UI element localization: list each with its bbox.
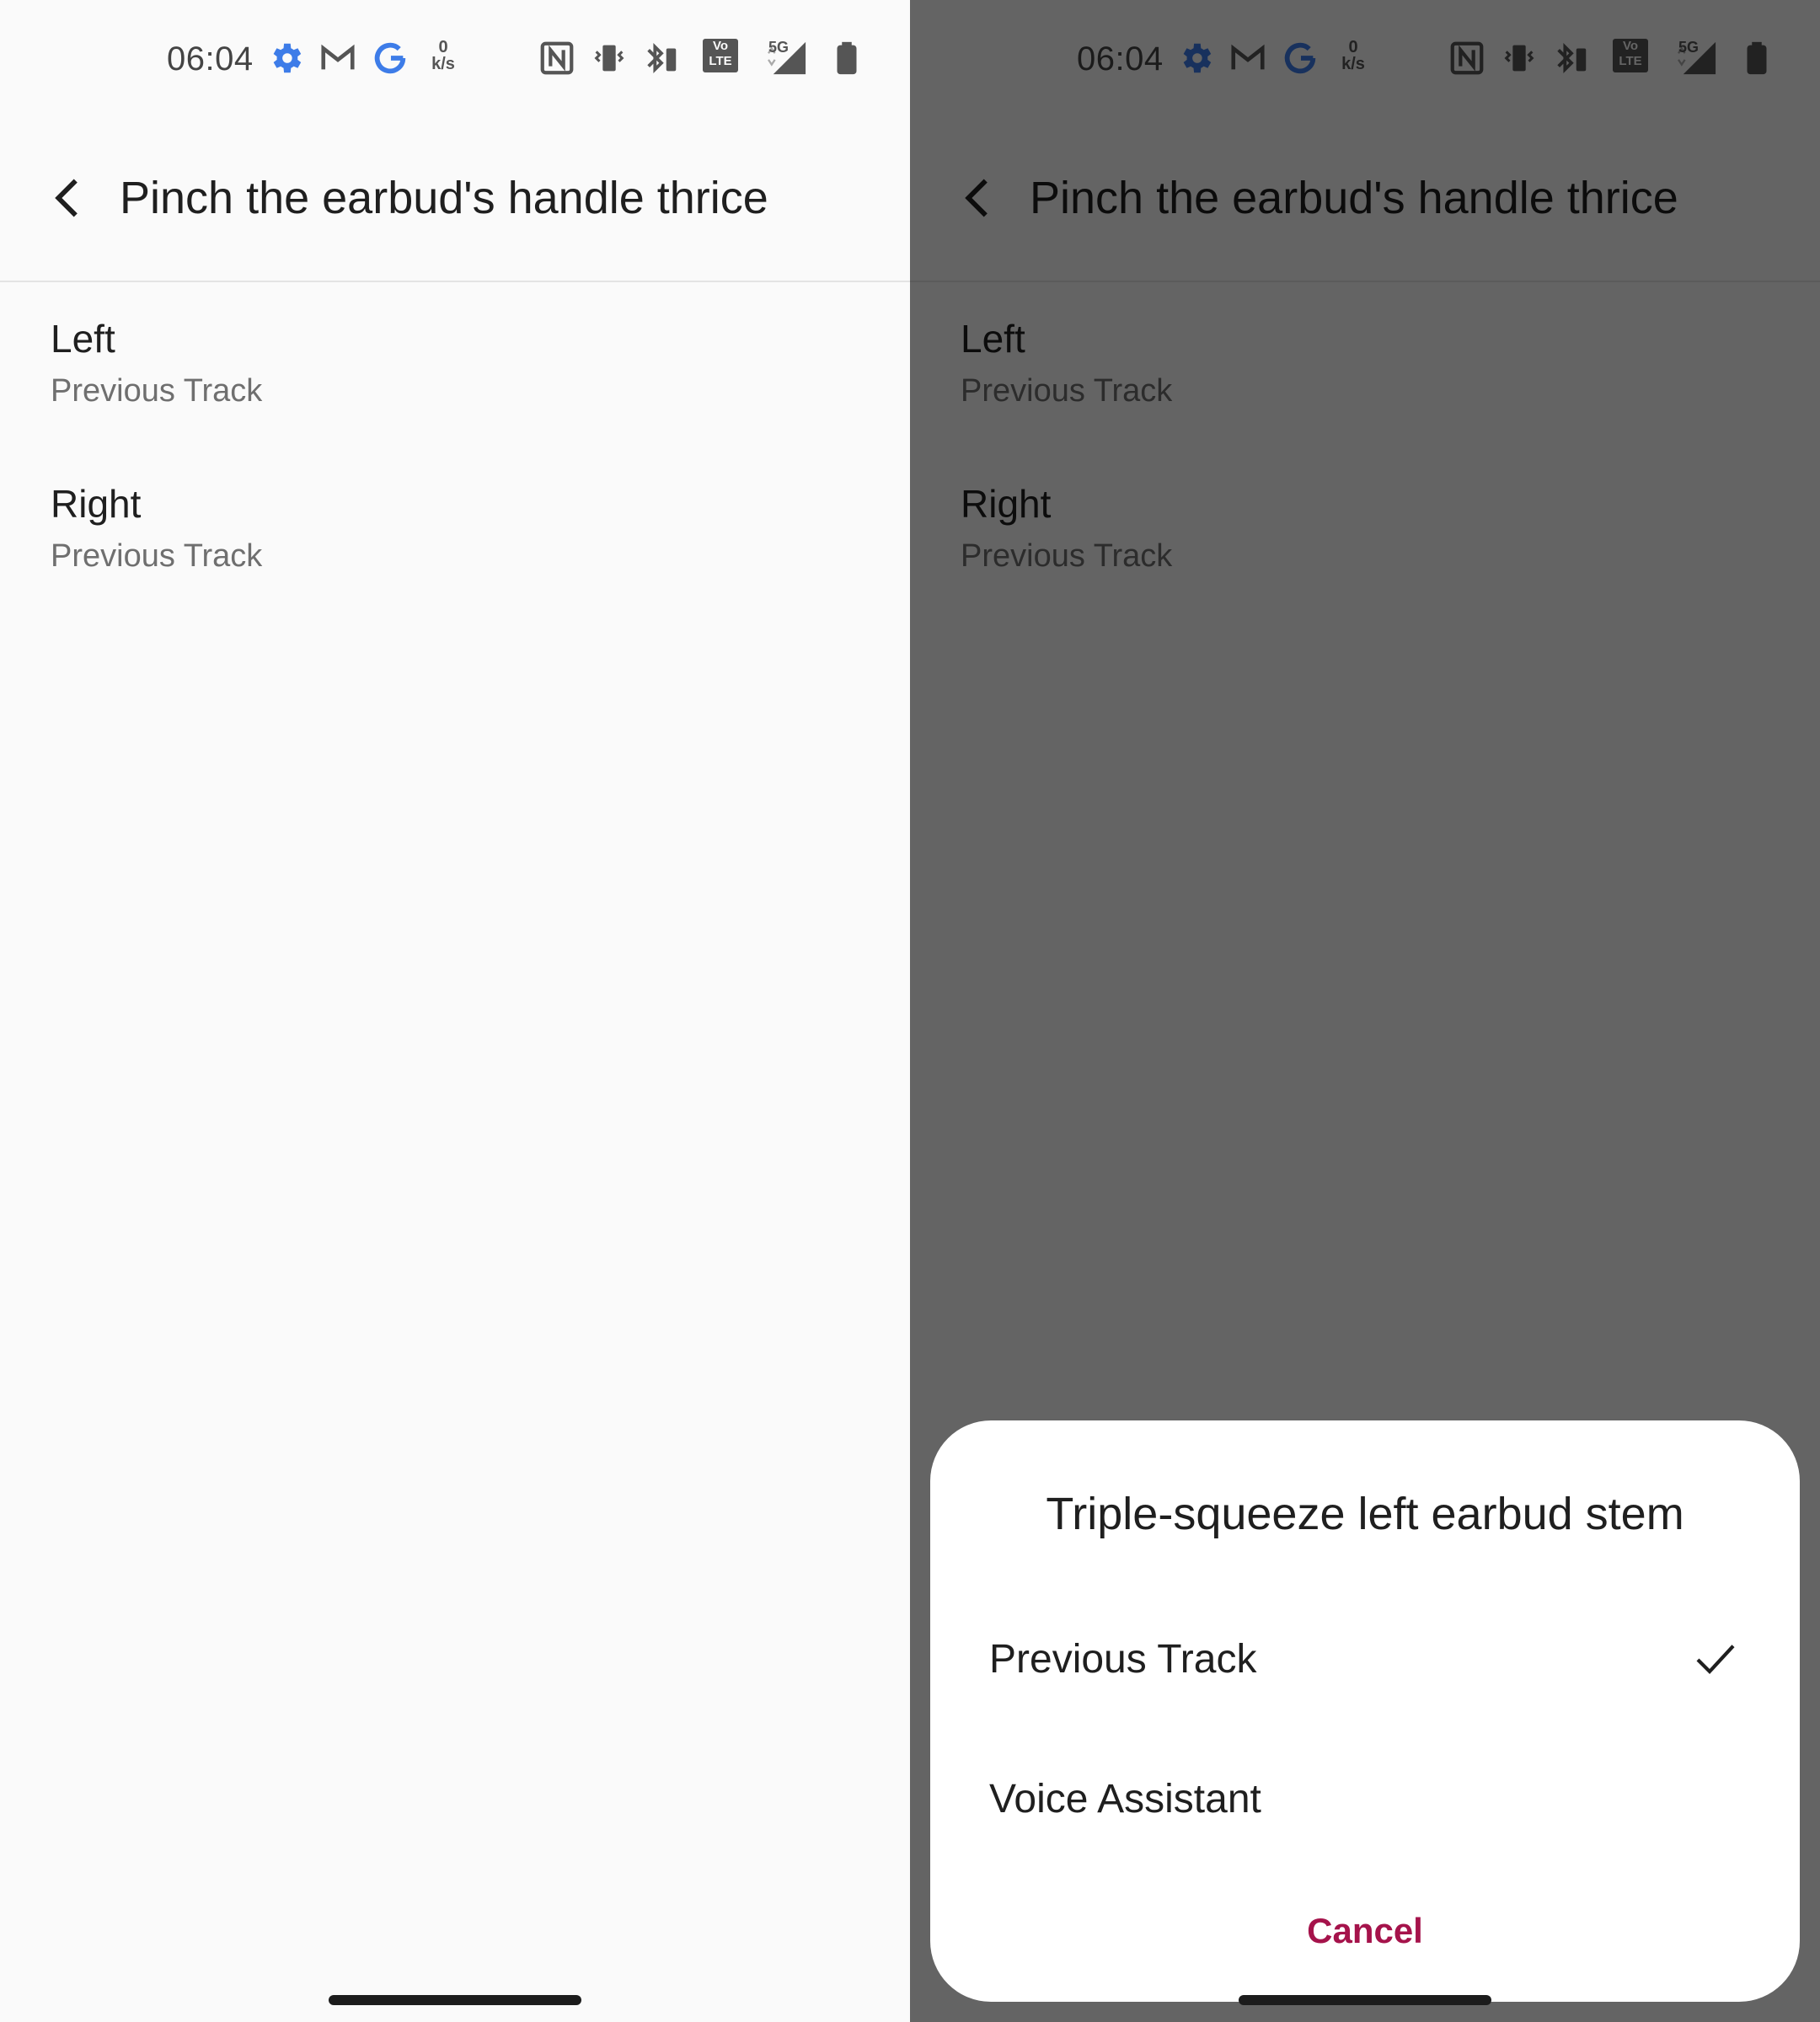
vibrate-icon (590, 39, 629, 78)
setting-summary: Previous Track (51, 373, 263, 409)
google-icon (371, 39, 410, 78)
page-title: Pinch the earbud's handle thrice (120, 173, 768, 223)
settings-screen-with-dialog (910, 0, 1820, 2022)
gear-icon (266, 39, 305, 78)
checkmark-icon (1692, 1636, 1739, 1683)
data-speed-value: 0 (438, 38, 448, 56)
action-picker-dialog (930, 1420, 1800, 2002)
app-bar (0, 118, 910, 282)
setting-right-earbud[interactable] (0, 447, 910, 612)
option-label: Voice Assistant (989, 1777, 1261, 1821)
nfc-icon (538, 39, 576, 78)
setting-title: Left (51, 317, 115, 361)
status-bar (0, 0, 910, 118)
option-label: Previous Track (989, 1637, 1257, 1682)
cancel-button[interactable]: Cancel (1307, 1911, 1423, 1950)
volte-label-bottom: LTE (709, 54, 732, 68)
volte-icon (703, 39, 738, 72)
gmail-icon (318, 39, 357, 78)
network-type-label: 5G (768, 39, 790, 56)
bluetooth-battery-icon (642, 39, 681, 78)
setting-title: Right (51, 482, 142, 526)
option-voice-assistant[interactable] (930, 1737, 1800, 1864)
battery-icon (827, 39, 866, 78)
data-speed-indicator (426, 39, 460, 78)
home-gesture-bar[interactable] (329, 1995, 581, 2005)
volte-label-top: Vo (712, 39, 729, 53)
home-gesture-bar[interactable] (1239, 1995, 1491, 2005)
status-time: 06:04 (167, 40, 254, 78)
option-previous-track[interactable] (930, 1597, 1800, 1724)
dialog-title: Triple-squeeze left earbud stem (1046, 1489, 1684, 1539)
data-speed-unit: k/s (431, 55, 455, 73)
back-chevron-left-icon[interactable] (39, 168, 98, 227)
setting-left-earbud[interactable] (0, 282, 910, 447)
setting-summary: Previous Track (51, 538, 263, 574)
